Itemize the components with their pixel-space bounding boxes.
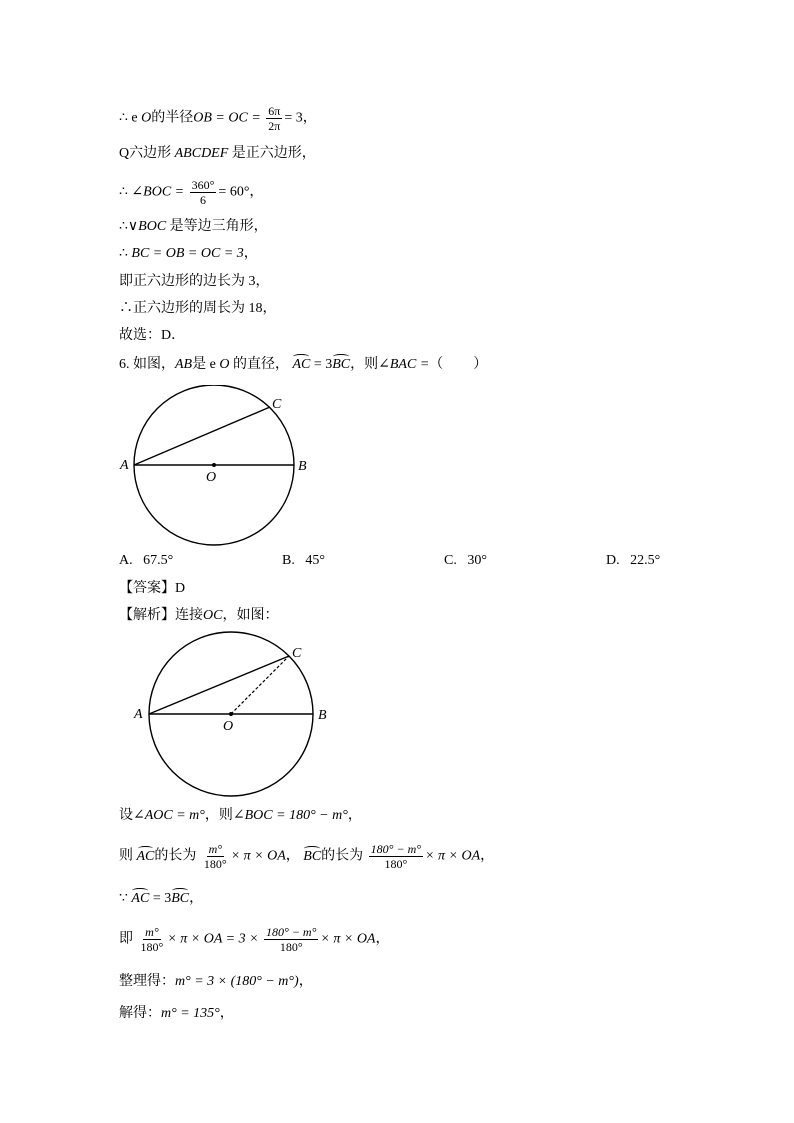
question-figure bbox=[110, 385, 320, 550]
numerator: m° bbox=[208, 842, 223, 856]
option-a bbox=[119, 553, 173, 569]
equation: ∠BOC = 180° − m° bbox=[232, 808, 348, 823]
analysis-step-5 bbox=[119, 973, 313, 991]
label-a: A bbox=[134, 707, 143, 722]
solution-line-side-length: 即正六边形的边长为 3， bbox=[119, 274, 270, 289]
equation: = 3 bbox=[149, 891, 172, 906]
denominator: 180° bbox=[279, 940, 303, 954]
analysis-label: 【解析】 bbox=[119, 608, 175, 623]
equation: × π × OA = 3 × bbox=[167, 931, 259, 947]
option-letter: C. bbox=[444, 553, 457, 568]
analysis-figure bbox=[128, 630, 338, 800]
solution-line-radius bbox=[119, 104, 317, 133]
numerator: 180° − m° bbox=[370, 842, 422, 856]
punct: ， bbox=[480, 848, 495, 864]
solution-line-equilateral bbox=[119, 218, 268, 236]
option-value: 45° bbox=[305, 553, 325, 568]
equation: OB = OC = bbox=[193, 110, 261, 126]
text: 是正六边形， bbox=[231, 146, 316, 161]
circle-symbol: e bbox=[209, 357, 216, 372]
text: 六边形 bbox=[129, 146, 172, 161]
fraction bbox=[369, 842, 423, 871]
therefore-symbol: ∴ bbox=[119, 110, 128, 126]
triangle: ∨BOC bbox=[127, 219, 167, 234]
text: 解得： bbox=[119, 1006, 161, 1021]
equation: = 3 bbox=[284, 110, 303, 126]
answer-blank-open: （ bbox=[429, 357, 444, 372]
option-b bbox=[282, 553, 325, 569]
hexagon-name: ABCDEF bbox=[174, 146, 229, 161]
punct: ， bbox=[219, 1006, 234, 1021]
analysis-step-3 bbox=[119, 890, 203, 908]
numerator: 6π bbox=[268, 104, 281, 118]
equation: × π × OA bbox=[320, 931, 376, 947]
label-o: O bbox=[223, 719, 234, 734]
text: ，则 bbox=[350, 357, 379, 372]
option-value: 22.5° bbox=[630, 553, 661, 568]
equation: m° = 135° bbox=[161, 1006, 220, 1021]
punct: ， bbox=[243, 246, 258, 261]
fraction bbox=[190, 178, 217, 207]
arc-bc: BC bbox=[332, 357, 351, 372]
option-c bbox=[444, 553, 487, 569]
text: ，如图： bbox=[222, 608, 279, 623]
segment-ab: AB bbox=[175, 357, 193, 372]
solution-line-angle bbox=[119, 178, 263, 207]
center-dot bbox=[212, 463, 216, 467]
because-symbol: ∵ bbox=[119, 891, 128, 906]
punct: ， bbox=[285, 848, 300, 864]
arc-ac: AC bbox=[292, 357, 311, 372]
option-letter: A. bbox=[119, 553, 133, 568]
analysis-step-6 bbox=[119, 1005, 234, 1023]
equation: ∠BOC = bbox=[131, 184, 185, 200]
question-6 bbox=[119, 356, 487, 374]
equation: BC = OB = OC = 3 bbox=[131, 246, 244, 261]
denominator: 2π bbox=[268, 119, 281, 133]
question-ask: ∠BAC = bbox=[378, 357, 430, 372]
analysis-step-1 bbox=[119, 807, 362, 825]
label-b: B bbox=[318, 708, 327, 723]
equation: = 3 bbox=[310, 357, 333, 372]
label-b: B bbox=[298, 459, 307, 474]
denominator: 180° bbox=[140, 940, 164, 954]
fraction bbox=[266, 104, 282, 133]
analysis-heading bbox=[119, 607, 278, 625]
label-o: O bbox=[206, 470, 217, 485]
answer-value: D bbox=[175, 581, 186, 596]
arc-bc: BC bbox=[303, 848, 322, 864]
text: 的长为 bbox=[321, 848, 364, 864]
solution-line-choice: 故选：D． bbox=[119, 328, 186, 343]
equation: × π × OA bbox=[425, 848, 481, 864]
equation: = 60° bbox=[218, 184, 250, 200]
text: 整理得： bbox=[119, 974, 175, 989]
because-symbol: Q bbox=[119, 146, 130, 161]
text: 的直径， bbox=[232, 357, 289, 372]
denominator: 180° bbox=[384, 857, 408, 871]
text: 是 bbox=[192, 357, 207, 372]
text: 的半径 bbox=[151, 110, 194, 126]
therefore-symbol: ∴ bbox=[119, 246, 128, 261]
solution-line-sides bbox=[119, 245, 258, 263]
text: 设 bbox=[119, 808, 133, 823]
denominator: 6 bbox=[200, 193, 207, 207]
fraction bbox=[139, 925, 166, 954]
text: 是等边三角形， bbox=[169, 219, 268, 234]
text: 连接 bbox=[175, 608, 203, 623]
equation: × π × OA bbox=[230, 848, 286, 864]
punct: ， bbox=[375, 931, 390, 947]
point-o: O bbox=[141, 110, 152, 126]
numerator: 180° − m° bbox=[266, 925, 317, 939]
text: ，则 bbox=[204, 808, 233, 823]
answer-blank-close: ） bbox=[473, 357, 488, 372]
answer-label: 【答案】 bbox=[119, 581, 175, 596]
fraction bbox=[202, 842, 229, 871]
equation: m° = 3 × (180° − m°) bbox=[175, 974, 299, 989]
denominator: 180° bbox=[203, 857, 227, 871]
numerator: 360° bbox=[191, 178, 215, 192]
circle-symbol: e bbox=[131, 110, 138, 126]
answer-line bbox=[119, 580, 185, 598]
option-letter: D. bbox=[606, 553, 620, 568]
label-c: C bbox=[292, 646, 302, 661]
numerator: m° bbox=[145, 925, 159, 939]
analysis-step-2 bbox=[119, 842, 494, 871]
punct: ， bbox=[302, 110, 317, 126]
arc-ac: AC bbox=[131, 891, 150, 906]
punct: ， bbox=[249, 184, 264, 200]
option-d bbox=[606, 553, 660, 569]
punct: ， bbox=[347, 808, 362, 823]
label-a: A bbox=[120, 458, 129, 473]
chord-ac bbox=[149, 656, 289, 714]
analysis-step-4 bbox=[119, 925, 389, 954]
segment-oc-dashed bbox=[231, 656, 289, 714]
text: 则 bbox=[119, 848, 133, 864]
arc-bc: BC bbox=[171, 891, 190, 906]
equation: ∠AOC = m° bbox=[133, 808, 205, 823]
chord-ac bbox=[134, 407, 270, 465]
label-c: C bbox=[272, 397, 282, 412]
text: 如图， bbox=[133, 357, 175, 372]
text: 的长为 bbox=[154, 848, 197, 864]
question-number: 6. bbox=[119, 357, 130, 372]
option-value: 67.5° bbox=[143, 553, 174, 568]
therefore-symbol: ∴ bbox=[119, 219, 128, 234]
therefore-symbol: ∴ bbox=[119, 184, 128, 200]
solution-line-hexagon bbox=[119, 145, 316, 163]
center-dot bbox=[229, 712, 233, 716]
solution-line-perimeter: ∴正六边形的周长为 18， bbox=[119, 301, 277, 316]
arc-ac: AC bbox=[136, 848, 155, 864]
text: 即 bbox=[119, 931, 133, 947]
point-o: O bbox=[219, 357, 230, 372]
segment-oc: OC bbox=[203, 608, 223, 623]
fraction bbox=[264, 925, 318, 954]
option-value: 30° bbox=[467, 553, 487, 568]
punct: ， bbox=[298, 974, 313, 989]
punct: ， bbox=[189, 891, 204, 906]
option-letter: B. bbox=[282, 553, 295, 568]
